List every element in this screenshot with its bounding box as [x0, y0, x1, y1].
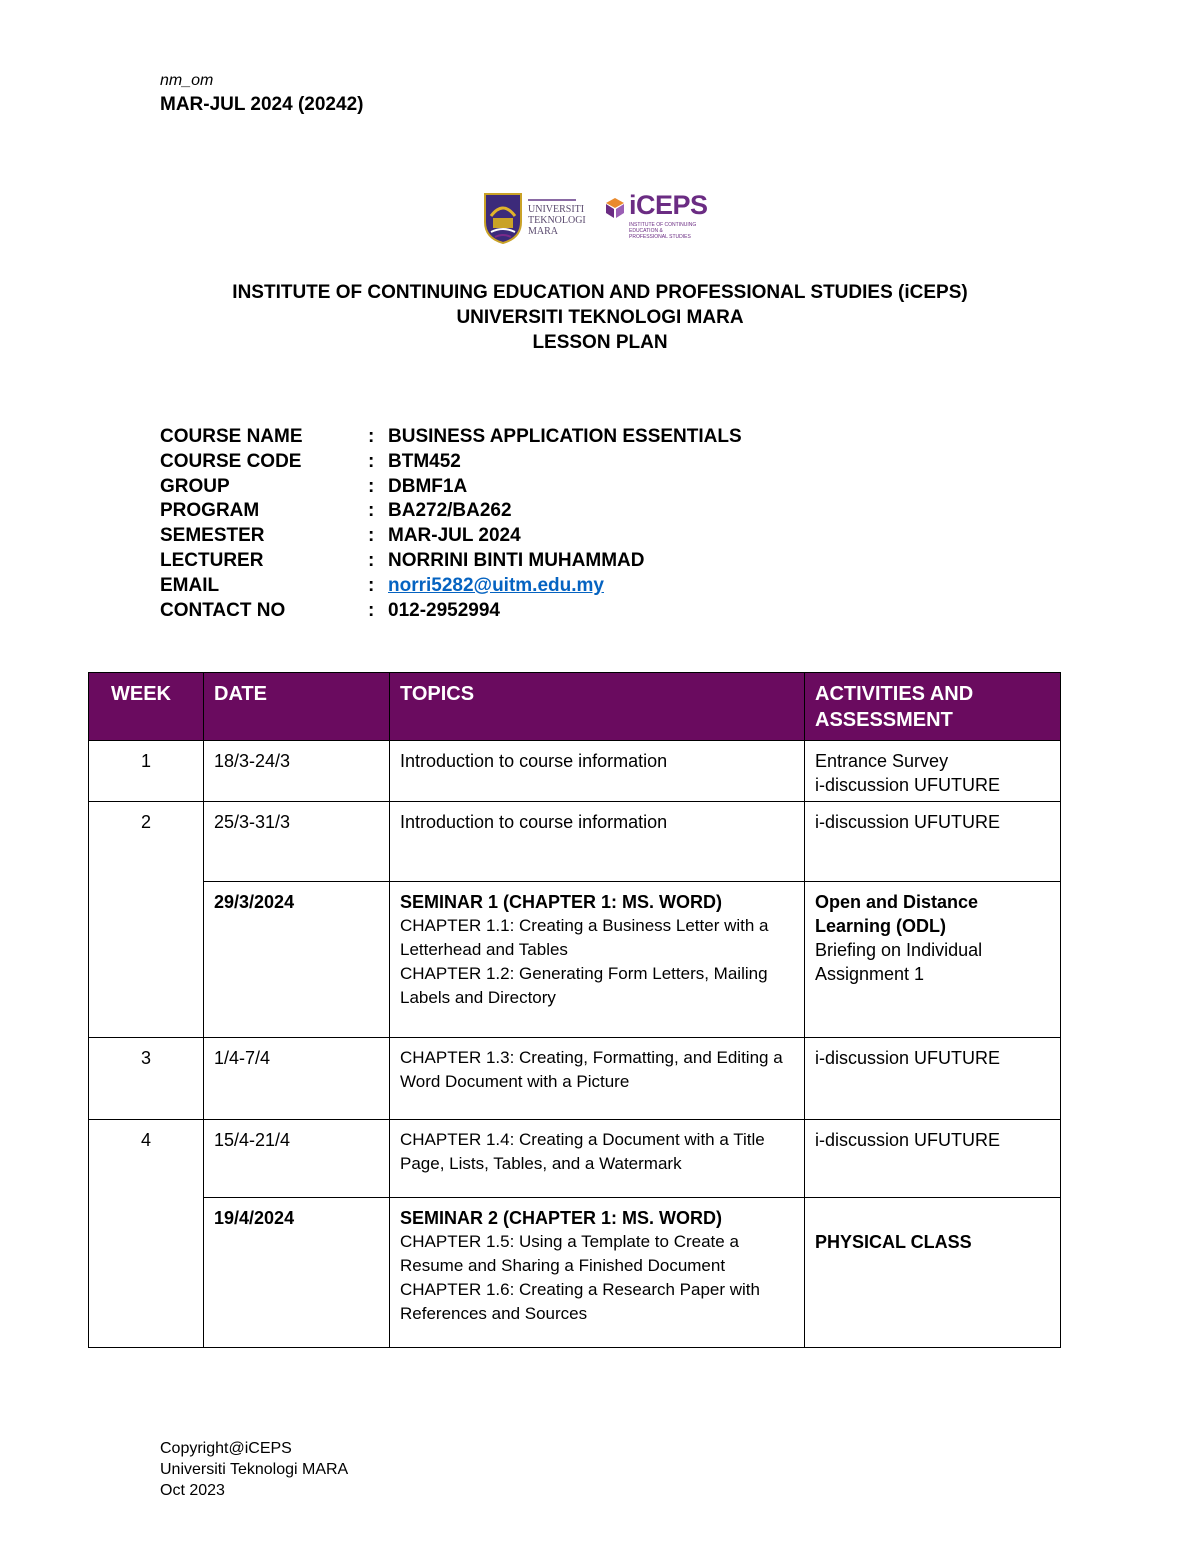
info-label: COURSE CODE — [160, 450, 302, 472]
cell-topic — [390, 882, 805, 1038]
seminar-title: SEMINAR 1 (CHAPTER 1: MS. WORD) — [400, 892, 723, 912]
cell-week: 1 — [89, 741, 204, 802]
course-info — [160, 425, 742, 623]
info-row-course-code: COURSE CODE : BTM452 — [160, 450, 742, 475]
iceps-tagline: INSTITUTE OF CONTINUING EDUCATION & PROFESSIONAL STUDIES — [629, 222, 697, 240]
cell-week: 3 — [89, 1038, 204, 1120]
info-label: EMAIL — [160, 574, 220, 596]
header-activities: ACTIVITIES AND ASSESSMENT — [805, 673, 1061, 741]
chapter-line: CHAPTER 1.6: Creating a Research Paper with References and Sources — [400, 1280, 760, 1323]
info-row-group: GROUP : DBMF1A — [160, 475, 742, 500]
info-row-program: PROGRAM : BA272/BA262 — [160, 499, 742, 524]
header-week: WEEK — [89, 673, 204, 741]
uitm-line-1: UNIVERSITI — [528, 204, 585, 215]
chapter-line: CHAPTER 1.5: Using a Template to Create a Resume and Sharing a Finished Document — [400, 1232, 739, 1275]
info-label: CONTACT NO — [160, 599, 286, 621]
cell-week: 2 — [89, 802, 204, 882]
info-value: NORRINI BINTI MUHAMMAD — [388, 549, 645, 571]
iceps-mark-icon — [603, 196, 627, 220]
cell-activity: i-discussion UFUTURE — [805, 1038, 1061, 1120]
cell-date: 25/3-31/3 — [204, 802, 390, 882]
info-row-email: EMAIL : norri5282@uitm.edu.my — [160, 574, 742, 599]
header-topics: TOPICS — [390, 673, 805, 741]
title-university: UNIVERSITI TEKNOLOGI MARA — [456, 307, 744, 328]
title-lesson-plan: LESSON PLAN — [532, 332, 668, 353]
table-row — [89, 1038, 1061, 1120]
info-row-semester: SEMESTER : MAR-JUL 2024 — [160, 524, 742, 549]
info-label: SEMESTER — [160, 525, 265, 547]
cell-activity — [805, 741, 1061, 802]
footer-copyright: Copyright@iCEPS — [160, 1440, 292, 1457]
email-link[interactable]: norri5282@uitm.edu.my — [388, 574, 604, 596]
uitm-crest-icon — [483, 192, 523, 244]
activity-title: PHYSICAL CLASS — [815, 1232, 972, 1252]
semester-code: MAR-JUL 2024 (20242) — [160, 94, 364, 115]
uitm-line-2: TEKNOLOGI — [528, 215, 586, 226]
cell-date: 15/4-21/4 — [204, 1120, 390, 1198]
cell-topic: CHAPTER 1.3: Creating, Formatting, and Editing a Word Document with a Picture — [390, 1038, 805, 1120]
cell-week — [89, 1198, 204, 1348]
info-label: LECTURER — [160, 549, 264, 571]
cell-activity: i-discussion UFUTURE — [805, 1120, 1061, 1198]
activity-line: Entrance Survey — [815, 751, 949, 771]
activity-title: Open and Distance Learning (ODL) — [815, 892, 979, 936]
cell-date: 19/4/2024 — [204, 1198, 390, 1348]
info-label: GROUP — [160, 475, 230, 497]
footer — [160, 1438, 348, 1501]
title-institute: INSTITUTE OF CONTINUING EDUCATION AND PROFESSIONAL STUDIES (iCEPS) — [232, 282, 968, 303]
cell-topic — [390, 1198, 805, 1348]
iceps-wordmark: iCEPS — [629, 190, 708, 220]
table-row — [89, 1198, 1061, 1348]
info-row-contact: CONTACT NO : 012-2952994 — [160, 599, 742, 624]
document-title — [0, 280, 1200, 355]
chapter-line: CHAPTER 1.1: Creating a Business Letter with a Letterhead and Tables — [400, 916, 769, 959]
table-row — [89, 882, 1061, 1038]
info-value: BA272/BA262 — [388, 500, 512, 522]
info-value: MAR-JUL 2024 — [388, 525, 521, 547]
info-value: BTM452 — [388, 450, 461, 472]
activity-line: i-discussion UFUTURE — [815, 775, 1001, 795]
cell-topic: Introduction to course information — [390, 741, 805, 802]
footer-university: Universiti Teknologi MARA — [160, 1461, 349, 1478]
table-row — [89, 1120, 1061, 1198]
info-value: BUSINESS APPLICATION ESSENTIALS — [388, 426, 742, 447]
info-label: COURSE NAME — [160, 426, 303, 447]
cell-week: 4 — [89, 1120, 204, 1198]
chapter-line: CHAPTER 1.2: Generating Form Letters, Mailing Labels and Directory — [400, 964, 768, 1007]
header-date: DATE — [204, 673, 390, 741]
cell-topic: CHAPTER 1.4: Creating a Document with a Title Page, Lists, Tables, and a Watermark — [390, 1120, 805, 1198]
table-row — [89, 802, 1061, 882]
cell-week — [89, 882, 204, 1038]
uitm-line-3: MARA — [528, 226, 559, 237]
cell-activity — [805, 882, 1061, 1038]
cell-date: 18/3-24/3 — [204, 741, 390, 802]
cell-date: 29/3/2024 — [204, 882, 390, 1038]
seminar-title: SEMINAR 2 (CHAPTER 1: MS. WORD) — [400, 1208, 723, 1228]
uitm-wordmark — [528, 190, 586, 237]
cell-activity: i-discussion UFUTURE — [805, 802, 1061, 882]
info-value: 012-2952994 — [388, 599, 500, 621]
cell-date: 1/4-7/4 — [204, 1038, 390, 1120]
lesson-plan-table — [88, 672, 1061, 1348]
info-label: PROGRAM — [160, 500, 260, 522]
cell-activity — [805, 1198, 1061, 1348]
info-row-lecturer: LECTURER : NORRINI BINTI MUHAMMAD — [160, 549, 742, 574]
iceps-logo — [603, 190, 708, 240]
cell-topic: Introduction to course information — [390, 802, 805, 882]
table-row — [89, 741, 1061, 802]
activity-line: Briefing on Individual Assignment 1 — [815, 940, 983, 984]
logos — [483, 188, 708, 246]
info-value: DBMF1A — [388, 475, 468, 497]
info-row-course-name: COURSE NAME : BUSINESS APPLICATION ESSENTIALS — [160, 425, 742, 450]
footer-date: Oct 2023 — [160, 1482, 225, 1499]
document-code: nm_om — [160, 72, 214, 89]
table-header-row — [89, 673, 1061, 741]
